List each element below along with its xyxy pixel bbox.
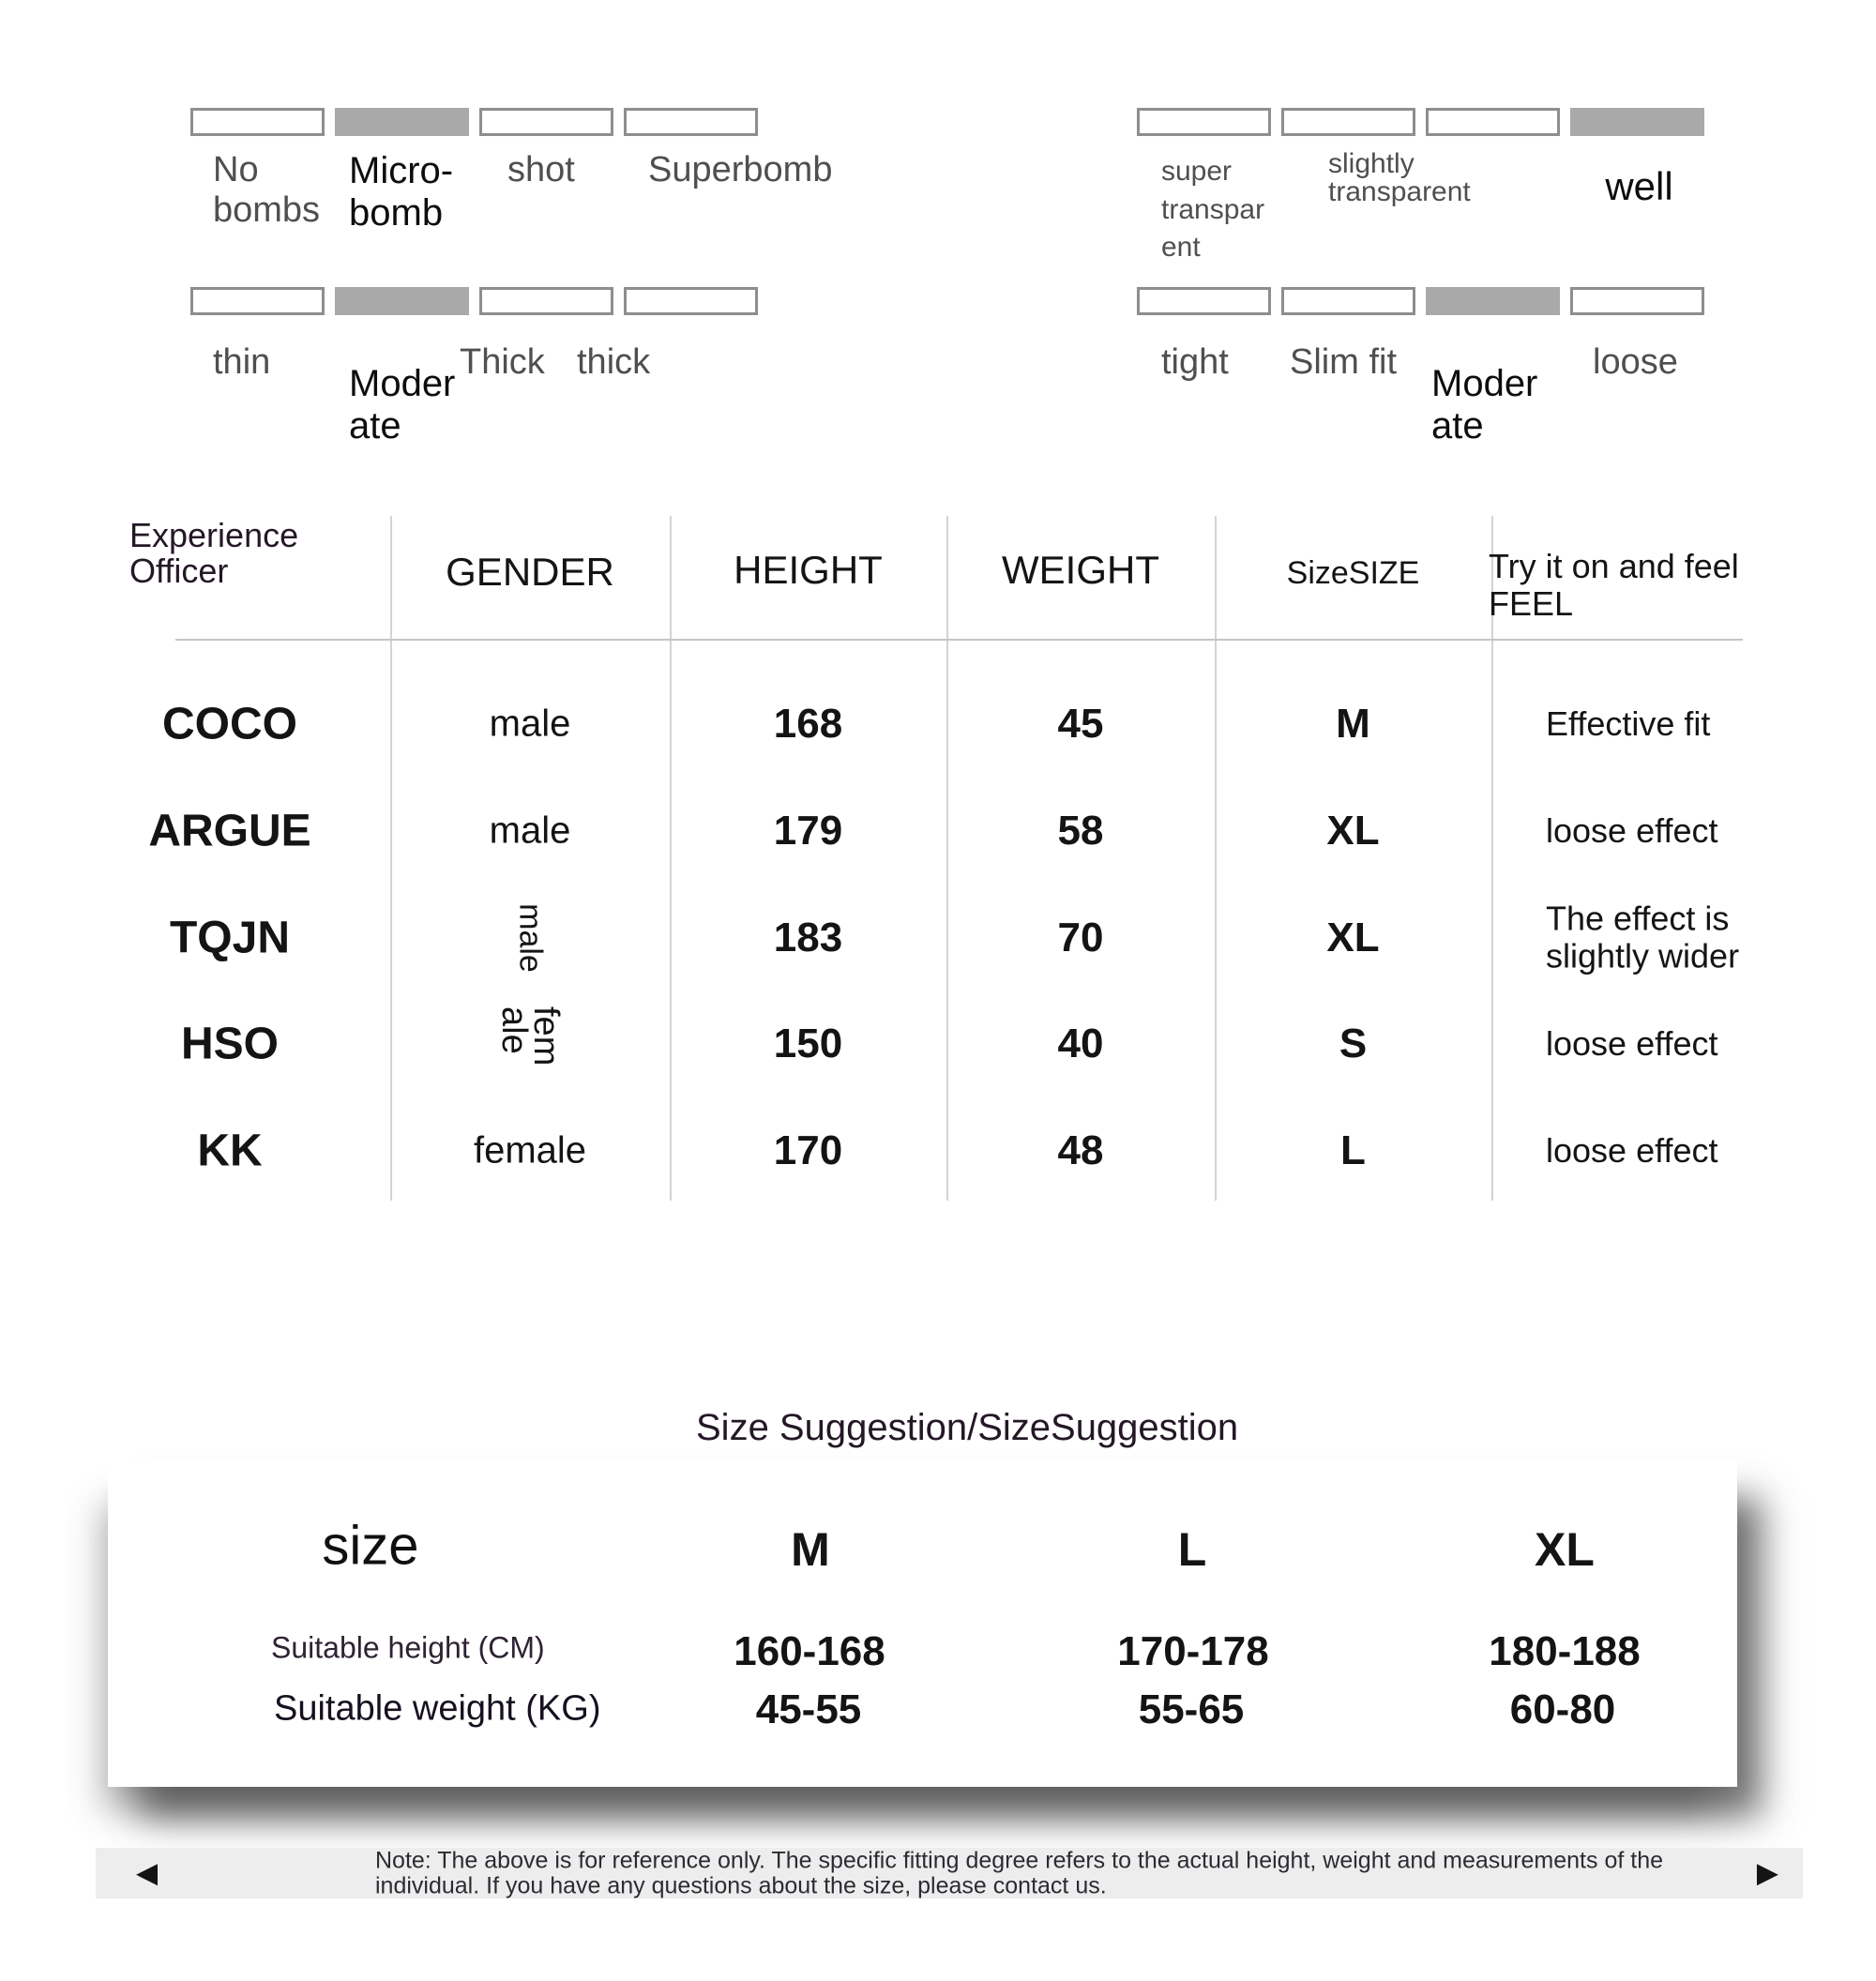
officer-height: 168 [773, 701, 843, 747]
weight-range-m: 45-55 [755, 1686, 862, 1732]
officer-height: 170 [773, 1127, 843, 1173]
column-divider [946, 516, 948, 1201]
scale-box [624, 287, 758, 315]
officer-weight: 45 [1057, 701, 1104, 747]
scale-box [1281, 108, 1415, 136]
officer-height: 150 [773, 1021, 843, 1066]
scale-box [1426, 108, 1560, 136]
weight-range-l: 55-65 [1138, 1686, 1245, 1732]
scale-label-active: well [1605, 164, 1673, 208]
column-header-gender: GENDER [446, 550, 614, 594]
officer-feel: The effect is slightly wider [1546, 899, 1740, 975]
transparency-scale-boxes [1137, 108, 1704, 136]
scale-label: Thick [460, 342, 545, 382]
scale-label: slightly transparent [1328, 148, 1471, 207]
height-range-m: 160-168 [734, 1628, 885, 1674]
scale-label: tight [1161, 342, 1229, 382]
height-range-l: 170-178 [1117, 1628, 1269, 1674]
note-bar [96, 1848, 1803, 1898]
officer-feel: Effective fit [1546, 703, 1711, 743]
officer-gender [390, 703, 670, 746]
column-header-weight: WEIGHT [1002, 548, 1159, 592]
officer-size: XL [1326, 808, 1380, 854]
officer-gender [390, 1006, 670, 1076]
header-divider [175, 639, 1743, 641]
officer-name: ARGUE [148, 806, 311, 856]
column-divider [1215, 516, 1217, 1201]
scale-label: thin [213, 342, 271, 382]
size-col-xl: XL [1535, 1523, 1595, 1576]
officer-size: S [1339, 1021, 1368, 1066]
column-header-height: HEIGHT [734, 548, 883, 592]
column-divider [670, 516, 672, 1201]
height-range-xl: 180-188 [1489, 1628, 1641, 1674]
column-header-officer: Experience Officer [129, 516, 299, 591]
scale-label-active: Moderate [1431, 363, 1538, 446]
scale-label-active: Micro-bomb [349, 150, 454, 234]
thickness-scale [190, 287, 758, 446]
scale-label: Slim fit [1290, 342, 1397, 382]
officer-feel: loose effect [1546, 1130, 1718, 1170]
scale-box [1137, 287, 1271, 315]
scale-box-filled [1570, 108, 1704, 136]
officer-height: 183 [773, 915, 843, 960]
scale-box [624, 108, 758, 136]
scale-label: No bombs [213, 150, 321, 230]
prev-arrow-icon[interactable]: ◀ [136, 1856, 159, 1890]
scale-box [190, 287, 325, 315]
officer-weight: 40 [1057, 1021, 1104, 1066]
gender-text: male [489, 703, 571, 745]
next-arrow-icon[interactable]: ▶ [1756, 1856, 1778, 1890]
officer-gender [390, 810, 670, 853]
officer-height: 179 [773, 808, 843, 854]
officer-name: TQJN [169, 913, 290, 963]
size-col-m: M [791, 1523, 830, 1576]
officer-size: M [1336, 701, 1370, 747]
scale-label: super transparent [1161, 156, 1265, 263]
size-suggestion-card [108, 1460, 1737, 1787]
size-corner-label: size [322, 1515, 419, 1577]
size-col-l: L [1177, 1523, 1207, 1576]
weight-range-xl: 60-80 [1509, 1686, 1616, 1732]
scale-box [1137, 108, 1271, 136]
note-text: Note: The above is for reference only. The specific fitting degree refers to the actual height, weight and measurements of the individual. If you have any questions about the size, please contact us. [375, 1847, 1663, 1898]
officer-name: HSO [180, 1019, 279, 1069]
scale-box [479, 108, 613, 136]
scale-label: loose [1593, 342, 1678, 382]
fit-scale [1137, 287, 1704, 446]
scale-label: thick [577, 342, 651, 382]
suitable-height-label: Suitable height (CM) [271, 1630, 545, 1665]
officer-weight: 70 [1057, 915, 1104, 960]
gender-text: male [489, 809, 571, 852]
gender-text: female [473, 1129, 587, 1172]
officer-weight: 58 [1057, 808, 1104, 854]
scale-box-filled [1426, 287, 1560, 315]
scale-label-active: Moderate [349, 363, 456, 446]
officer-size: L [1340, 1127, 1366, 1173]
officer-feel: loose effect [1546, 1023, 1718, 1063]
officer-feel: loose effect [1546, 810, 1718, 850]
fit-scale-boxes [1137, 287, 1704, 315]
scale-label: Superbomb [648, 150, 833, 189]
suitable-weight-label: Suitable weight (KG) [274, 1688, 601, 1729]
officer-gender [390, 1130, 670, 1172]
column-header-feel: Try it on and feel FEEL [1489, 547, 1739, 623]
scale-box-filled [335, 108, 469, 136]
officer-size: XL [1326, 915, 1380, 960]
scale-box-filled [335, 287, 469, 315]
size-suggestion-title: Size Suggestion/SizeSuggestion [696, 1407, 1239, 1448]
officer-weight: 48 [1057, 1127, 1104, 1173]
scale-box [1570, 287, 1704, 315]
scale-box [1281, 287, 1415, 315]
column-header-size: SizeSIZE [1286, 555, 1420, 591]
gender-text-rotated: female [494, 1006, 567, 1066]
scale-box [479, 287, 613, 315]
gender-text-rotated: male [512, 903, 549, 973]
officer-gender [390, 903, 670, 973]
elasticity-scale [190, 108, 833, 234]
scale-box [190, 108, 325, 136]
thickness-scale-boxes [190, 287, 758, 315]
elasticity-scale-boxes [190, 108, 758, 136]
scale-label: shot [507, 150, 575, 189]
officer-name: COCO [162, 699, 297, 749]
transparency-scale [1137, 108, 1704, 263]
officer-name: KK [197, 1126, 263, 1176]
column-divider [390, 516, 392, 1201]
